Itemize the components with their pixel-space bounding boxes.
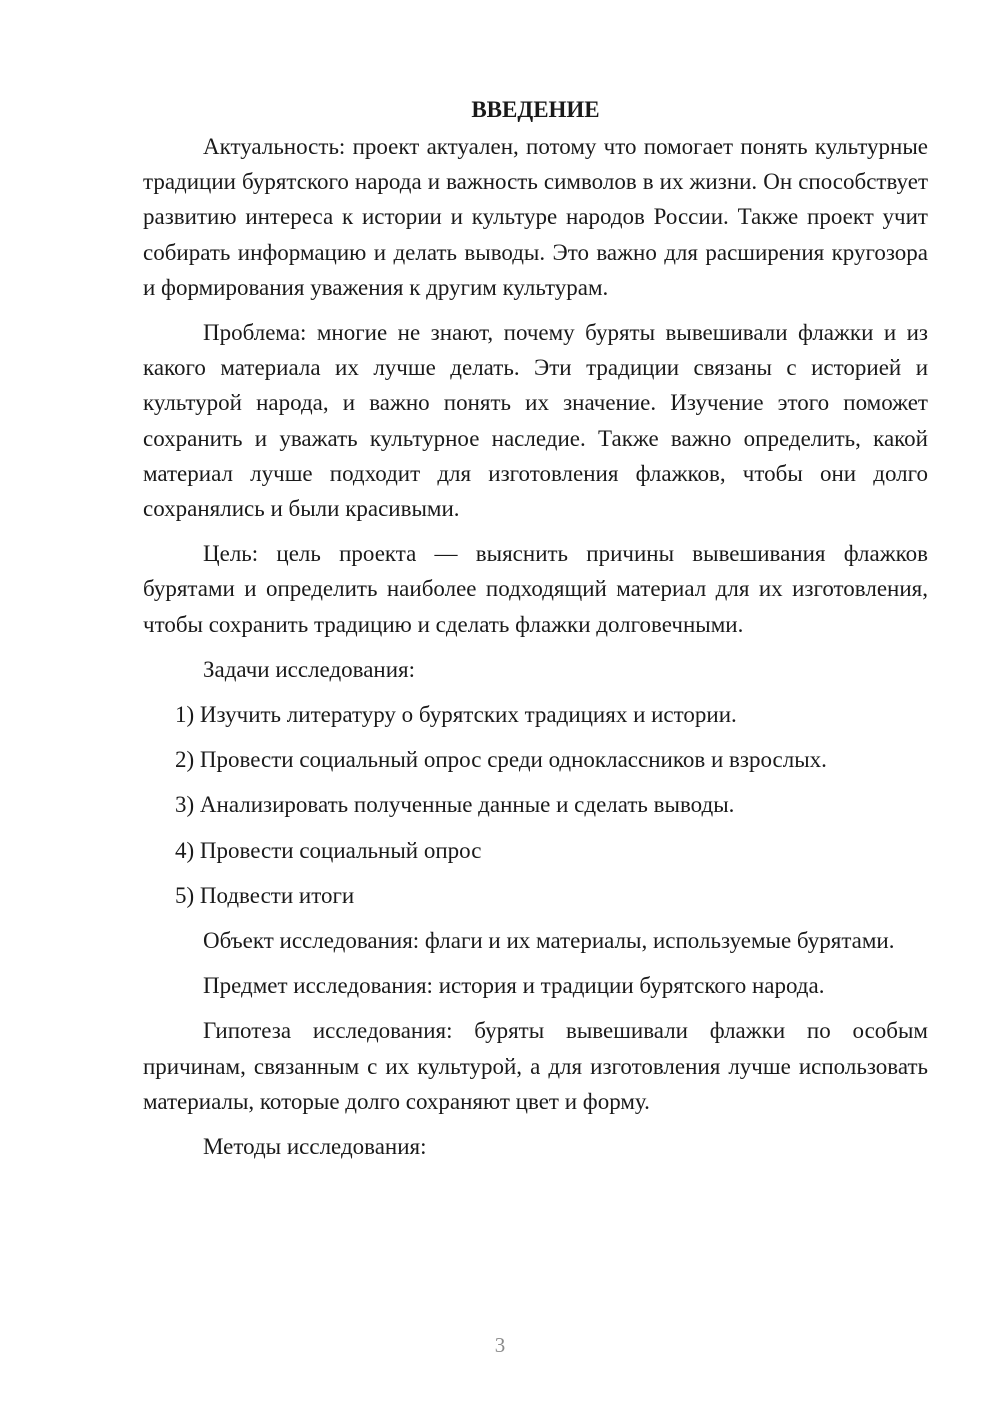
- methods-heading: Методы исследования:: [203, 1134, 427, 1160]
- subject-paragraph: Предмет исследования: история и традиции бурятского народа.: [203, 973, 825, 999]
- relevance-paragraph: Актуальность: проект актуален, потому что помогает понять культурные традиции бурятского народа и важность символов в их жизни. Он способствует развитию интереса к истории и культуре народов России. Также проект учит собирать информацию и делать выводы. Это важно для расширения кругозора и формирования уважения к другим культурам.: [143, 134, 928, 300]
- list-item: 5) Подвести итоги: [175, 882, 355, 908]
- list-item: 1) Изучить литературу о бурятских традициях и истории.: [175, 702, 737, 728]
- problem-paragraph: Проблема: многие не знают, почему буряты вывешивали флажки и из какого материала их лучше делать. Эти традиции связаны с историей и культурой народа, и важно понять их значение. Изучение этого поможет сохранить и уважать культурное наследие. Также важно определить, какой материал лучше подходит для изготовления флажков, чтобы они долго сохранялись и были красивыми.: [143, 320, 928, 522]
- list-item: 4) Провести социальный опрос: [175, 837, 482, 863]
- list-item: 2) Провести социальный опрос среди одноклассников и взрослых.: [175, 747, 827, 773]
- object-paragraph: Объект исследования: флаги и их материалы, используемые бурятами.: [203, 928, 895, 954]
- tasks-heading: Задачи исследования:: [203, 656, 416, 682]
- list-item: 3) Анализировать полученные данные и сделать выводы.: [175, 792, 735, 818]
- document-page: [143, 92, 928, 1174]
- tasks-list: [143, 697, 928, 913]
- goal-paragraph: Цель: цель проекта — выяснить причины вывешивания флажков бурятами и определить наиболее подходящий материал для их изготовления, чтобы сохранить традицию и сделать флажки долговечными.: [143, 541, 928, 637]
- hypothesis-paragraph: Гипотеза исследования: буряты вывешивали флажки по особым причинам, связанным с их культурой, а для изготовления лучше использовать материалы, которые долго сохраняют цвет и форму.: [143, 1018, 928, 1114]
- page-number: 3: [494, 1333, 506, 1357]
- page-title: ВВЕДЕНИЕ: [471, 97, 600, 122]
